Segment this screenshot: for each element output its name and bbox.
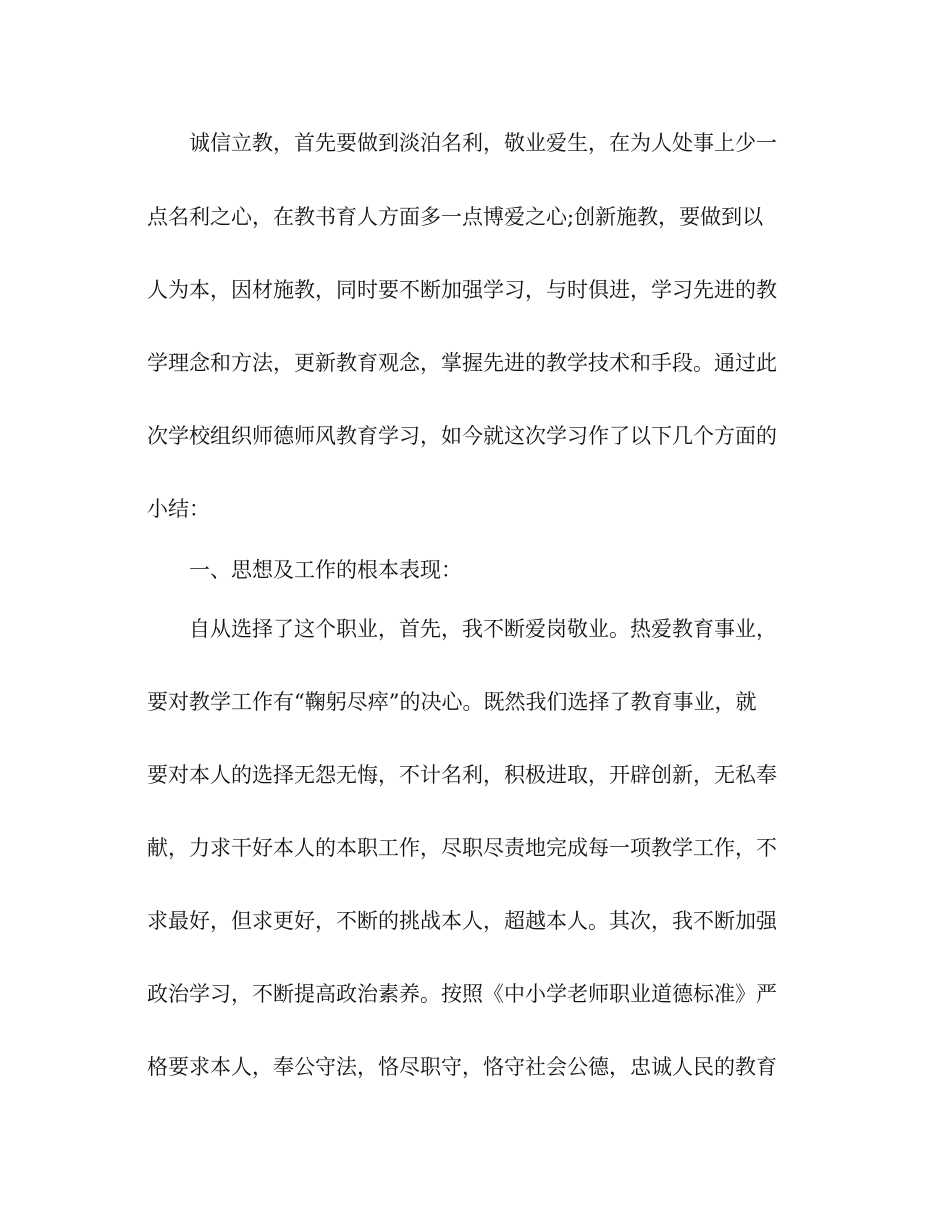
paragraph-line: 献，力求干好本人的本职工作，尽职尽责地完成每一项教学工作，不 (147, 836, 777, 860)
paragraph-line: 次学校组织师德师风教育学习，如今就这次学习作了以下几个方面的 (147, 424, 777, 448)
paragraph-line: 小结： (147, 497, 210, 521)
paragraph-line: 格要求本人，奉公守法，恪尽职守，恪守社会公德，忠诚人民的教育 (147, 1055, 777, 1079)
paragraph-line: 自从选择了这个职业，首先，我不断爱岗敬业。热爱教育事业， (189, 617, 777, 641)
paragraph-line: 政治学习，不断提高政治素养。按照《中小学老师职业道德标准》严 (147, 982, 777, 1006)
paragraph-line: 要对教学工作有“鞠躬尽瘁”的决心。既然我们选择了教育事业，就 (147, 690, 757, 714)
paragraph-line: 学理念和方法，更新教育观念，掌握先进的教学技术和手段。通过此 (147, 351, 777, 375)
paragraph-line: 点名利之心，在教书育人方面多一点博爱之心;创新施教，要做到以 (147, 205, 764, 229)
paragraph-line: 人为本，因材施教，同时要不断加强学习，与时俱进，学习先进的教 (147, 278, 777, 302)
paragraph-line: 要对本人的选择无怨无悔，不计名利，积极进取，开辟创新，无私奉 (147, 763, 777, 787)
paragraph-line: 求最好，但求更好，不断的挑战本人，超越本人。其次，我不断加强 (147, 909, 777, 933)
paragraph-line: 诚信立教，首先要做到淡泊名利，敬业爱生，在为人处事上少一 (189, 131, 777, 155)
section-heading: 一、思想及工作的根本表现： (189, 558, 462, 582)
